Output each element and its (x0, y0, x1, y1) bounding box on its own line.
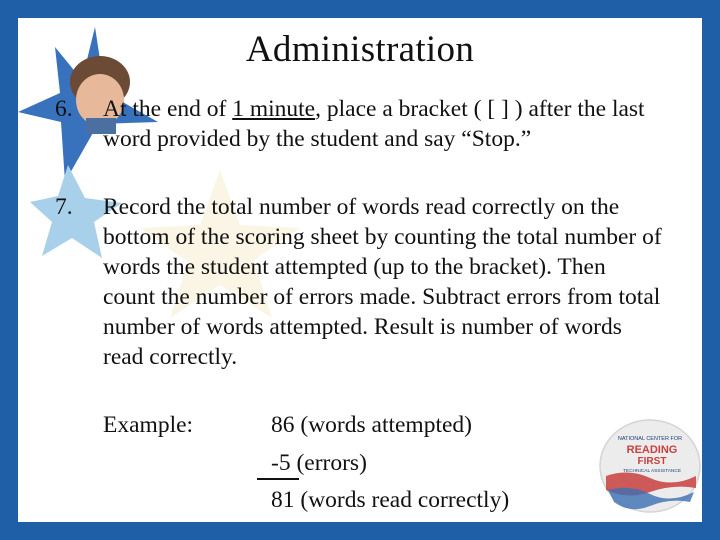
example-errors-text: -5 (errors) (271, 450, 367, 476)
example-label: Example: (103, 412, 194, 438)
example-errors (257, 448, 367, 478)
item-text (103, 94, 663, 154)
example-result: 81 (words read correctly) (271, 487, 510, 513)
item-text-part: , place a bracket ( [ ] ) after the last word provided by the student and say “Stop.” (103, 96, 645, 152)
logo-line4: TECHNICAL ASSISTANCE (622, 469, 682, 474)
logo-line3: FIRST (637, 456, 667, 467)
item-number: 6. (55, 96, 73, 122)
item-number: 7. (55, 194, 73, 220)
logo-line1: NATIONAL CENTER FOR (617, 436, 683, 442)
subtraction-line (257, 478, 299, 480)
example-attempted: 86 (words attempted) (271, 412, 473, 438)
reading-first-logo (598, 418, 703, 513)
item-text: Record the total number of words read correctly on the bottom of the scoring sheet by counting the total number of words the student attempted (up to the bracket). Then count the number of errors made. Subtract errors from total number of words attempted. Result is number of words read correctly. (103, 194, 662, 370)
slide-title: Administration (245, 29, 475, 70)
logo-line2: READING (626, 444, 678, 456)
item-text-part: At the end of (103, 96, 233, 122)
underlined-phrase: 1 minute (232, 96, 316, 122)
